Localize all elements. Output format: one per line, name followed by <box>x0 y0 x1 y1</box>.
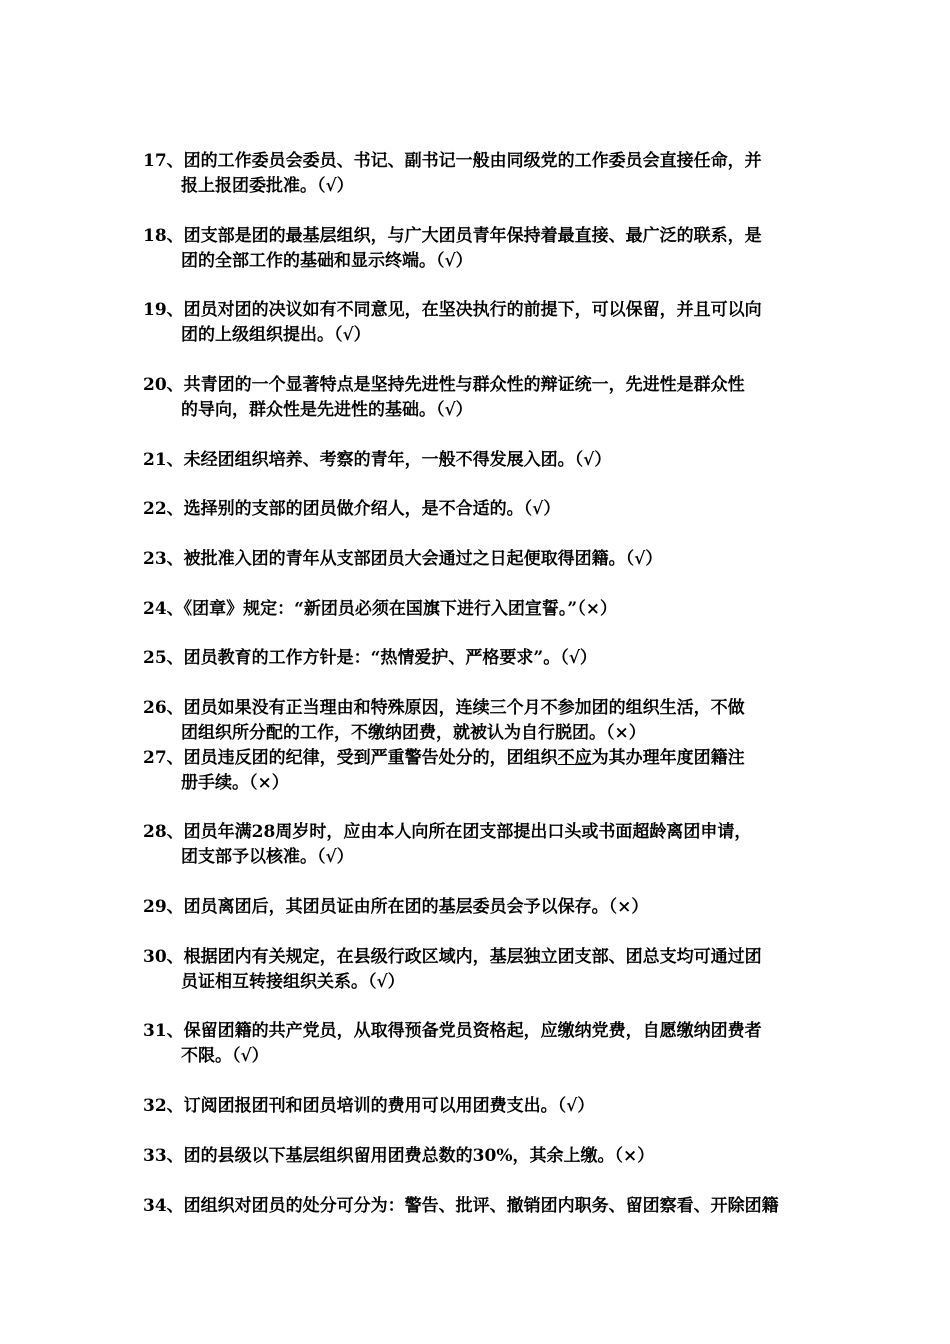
question-line <box>143 746 823 771</box>
question-31 <box>143 1019 823 1069</box>
question-line: 33、团的县级以下基层组织留用团费总数的30%，其余上缴。（×） <box>143 1146 655 1166</box>
question-line: 的导向，群众性是先进性的基础。（√） <box>181 400 473 420</box>
question-text: 27、团员违反团的纪律，受到严重警告处分的，团组织 <box>143 748 558 768</box>
question-22 <box>143 497 823 522</box>
question-28 <box>143 820 823 870</box>
question-line: 20、共青团的一个显著特点是坚持先进性与群众性的辩证统一，先进性是群众性 <box>143 375 745 395</box>
question-line: 31、保留团籍的共产党员，从取得预备党员资格起，应缴纳党费，自愿缴纳团费者 <box>143 1021 762 1041</box>
question-33 <box>143 1144 823 1169</box>
question-line: 30、根据团内有关规定，在县级行政区域内，基层独立团支部、团总支均可通过团 <box>143 947 762 967</box>
question-line: 34、团组织对团员的处分可分为：警告、批评、撤销团内职务、留团察看、开除团籍 <box>143 1196 779 1216</box>
question-20 <box>143 373 823 423</box>
question-line: 团的上级组织提出。（√） <box>181 325 371 345</box>
question-line: 28、团员年满28周岁时，应由本人向所在团支部提出口头或书面超龄离团申请， <box>143 822 752 842</box>
question-29 <box>143 895 823 920</box>
question-line: 23、被批准入团的青年从支部团员大会通过之日起便取得团籍。（√） <box>143 549 663 569</box>
question-line: 22、选择别的支部的团员做介绍人，是不合适的。（√） <box>143 499 561 519</box>
question-line: 册手续。（×） <box>181 773 289 793</box>
question-line: 报上报团委批准。（√） <box>181 176 354 196</box>
question-line: 17、团的工作委员会委员、书记、副书记一般由同级党的工作委员会直接任命，并 <box>143 151 762 171</box>
underlined-text: 不应 <box>557 748 592 768</box>
question-34 <box>143 1194 823 1219</box>
question-21 <box>143 448 823 473</box>
question-line: 25、团员教育的工作方针是：“热情爱护、严格要求”。（√） <box>143 648 597 668</box>
question-32 <box>143 1094 823 1119</box>
question-17 <box>143 149 823 199</box>
question-line: 26、团员如果没有正当理由和特殊原因，连续三个月不参加团的组织生活，不做 <box>143 698 745 718</box>
question-19 <box>143 298 823 348</box>
question-line: 21、未经团组织培养、考察的青年，一般不得发展入团。（√） <box>143 450 612 470</box>
question-25 <box>143 646 823 671</box>
question-18 <box>143 224 823 274</box>
question-line: 32、订阅团报团刊和团员培训的费用可以用团费支出。（√） <box>143 1096 595 1116</box>
question-line: 团组织所分配的工作，不缴纳团费，就被认为自行脱团。（×） <box>181 723 646 743</box>
question-line: 19、团员对团的决议如有不同意见，在坚决执行的前提下，可以保留，并且可以向 <box>143 300 762 320</box>
question-26 <box>143 696 823 746</box>
question-line: 18、团支部是团的最基层组织，与广大团员青年保持着最直接、最广泛的联系，是 <box>143 226 762 246</box>
question-23 <box>143 547 823 572</box>
question-27 <box>143 746 823 796</box>
question-line: 团支部予以核准。（√） <box>181 847 354 867</box>
question-24 <box>143 597 823 622</box>
question-text: 为其办理年度团籍注 <box>591 748 745 768</box>
question-line: 29、团员离团后，其团员证由所在团的基层委员会予以保存。（×） <box>143 897 649 917</box>
question-line: 团的全部工作的基础和显示终端。（√） <box>181 251 473 271</box>
question-30 <box>143 945 823 995</box>
question-line: 员证相互转接组织关系。（√） <box>181 972 405 992</box>
question-line: 24、《团章》规定：“新团员必须在国旗下进行入团宣誓。”（×） <box>143 599 617 619</box>
question-line: 不限。（√） <box>181 1046 269 1066</box>
